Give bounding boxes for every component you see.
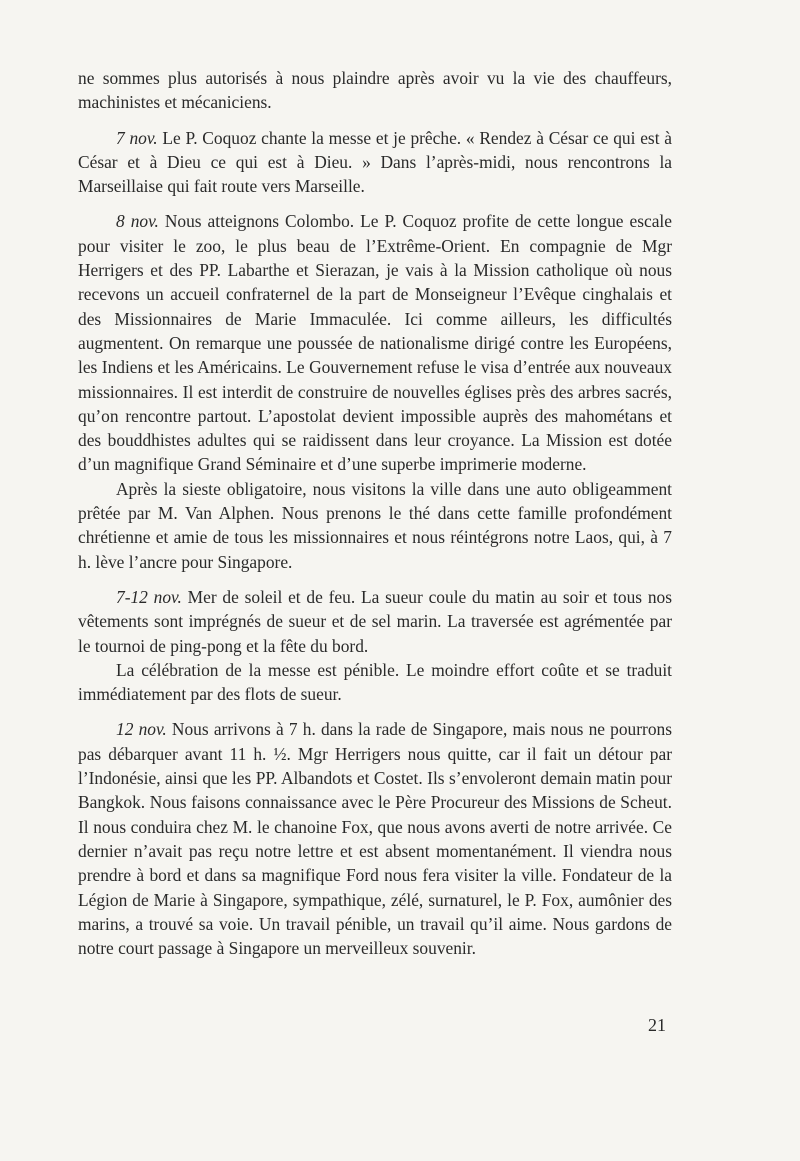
paragraph-8-nov [78,209,672,476]
paragraph-text: ne sommes plus autorisés à nous plaindre après avoir vu la vie des chauffeurs, machinistes et mécaniciens. [78,68,672,113]
paragraph-messe [78,658,672,707]
paragraph-text: Mer de soleil et de feu. La sueur coule du matin au soir et tous nos vêtements sont imprégnés de sueur et de sel marin. La traversée est agrémentée par le tournoi de ping-pong et la fête du bord. [78,586,672,656]
paragraph-text: Nous arrivons à 7 h. dans la rade de Singapore, mais nous ne pourrons pas débarquer avant 11 h. ½. Mgr Herrigers nous quitte, car il fait un détour par l’Indonésie, ainsi que les PP. Albandots et Costet. Ils s’envoleront demain matin pour Bangkok. Nous faisons connaissance avec le Père Procureur des Missions de Scheut. Il nous conduira chez M. le chanoine Fox, que nous avons averti de notre arrivée. Ce dernier n’avait pas reçu notre lettre et est absent momentanément. Il viendra nous prendre à bord et dans sa magnifique Ford nous fera visiter la ville. Fondateur de la Légion de Marie à Singapore, sympathique, zélé, surnaturel, le P. Fox, aumônier des marins, a trouvé sa voie. Un travail pénible, un travail qu’il aime. Nous gardons de notre court passage à Singapore un merveilleux souvenir. [78,719,672,959]
entry-date: 7-12 nov. [116,586,182,607]
paragraph-text: Nous atteignons Colombo. Le P. Coquoz profite de cette longue escale pour visiter le zoo, le plus beau de l’Extrême-Orient. En compagnie de Mgr Herrigers et des PP. Labarthe et Sierazan, je vais à la Mission catholique où nous recevons un accueil confraternel de la part de Monseigneur l’Evêque cinghalais et des Missionnaires de Marie Immaculée. Ici comme ailleurs, les difficultés augmentent. On remarque une poussée de nationalisme dirigé contre les Européens, les Indiens et les Américains. Le Gouvernement refuse le visa d’entrée aux nouveaux missionnaires. Il est interdit de construire de nouvelles églises près des arbres sacrés, qu’on rencontre partout. L’apostolat devient impossible auprès des mahométans et des bouddhistes adultes qui se raidissent dans leur croyance. La Mission est dotée d’un magnifique Grand Séminaire et d’une superbe imprimerie moderne. [78,211,672,475]
entry-date: 12 nov. [116,719,167,740]
page-number: 21 [648,1015,666,1035]
paragraph-text: Le P. Coquoz chante la messe et je prêche. « Rendez à César ce qui est à César et à Dieu ce qui est à Dieu. » Dans l’après-midi, nous rencontrons la Marseillaise qui fait route vers Marseille. [78,127,672,197]
paragraph-sieste [78,477,672,574]
entry-date: 7 nov. [116,127,158,148]
page-body [78,66,672,960]
paragraph-7-12-nov [78,585,672,658]
entry-date: 8 nov. [116,211,159,232]
paragraph-text: La célébration de la messe est pénible. Le moindre effort coûte et se traduit immédiatement par des flots de sueur. [78,659,672,705]
paragraph-12-nov [78,717,672,960]
paragraph-7-nov [78,126,672,199]
paragraph-continuation [78,66,672,115]
paragraph-text: Après la sieste obligatoire, nous visitons la ville dans une auto obligeamment prêtée par M. Van Alphen. Nous prenons le thé dans cette famille profondément chrétienne et amie de tous les missionnaires et nous réintégrons notre Laos, qui, à 7 h. lève l’ancre pour Singapore. [78,478,672,572]
